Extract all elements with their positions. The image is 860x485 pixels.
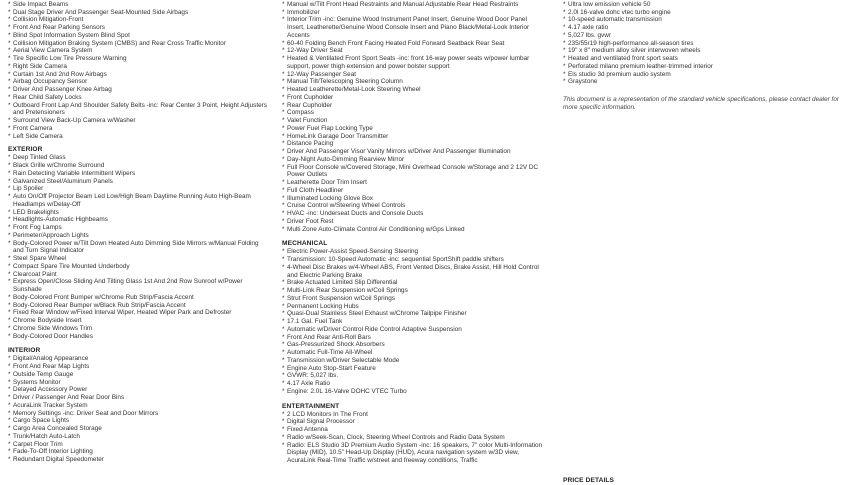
list-item: * Full Cloth Headliner [282,187,544,195]
entertainment-list [282,411,544,465]
list-item: * Rear Cupholder [282,102,544,110]
list-item: * Transmission w/Driver Selectable Mode [282,357,544,365]
list-item: * Black Grille w/Chrome Surround [8,162,270,170]
list-item: * Galvanized Steel/Aluminum Panels [8,178,270,186]
list-item: * Dual Stage Driver And Passenger Seat-Mounted Side Airbags [8,9,270,17]
list-item: * Illuminated Locking Glove Box [282,195,544,203]
list-item: * Fixed Rear Window w/Fixed Interval Wiper, Heated Wiper Park and Defroster [8,309,270,317]
list-item: * Multi-Link Rear Suspension w/Coil Springs [282,287,544,295]
list-item: * Brake Actuated Limited Slip Differential [282,279,544,287]
list-item: * Cargo Area Concealed Storage [8,425,270,433]
list-item: * Body-Colored Rear Bumper w/Black Rub Strip/Fascia Accent [8,302,270,310]
list-item: * Lip Spoiler [8,185,270,193]
list-item: * Outside Temp Gauge [8,371,270,379]
list-item: * 2 LCD Monitors In The Front [282,411,544,419]
list-item: * Manual Tilt/Telescoping Steering Column [282,78,544,86]
list-item: * 4-Wheel Disc Brakes w/4-Wheel ABS, Front Vented Discs, Brake Assist, Hill Hold Control and Electric Parking Brake [282,264,544,280]
list-item: * HomeLink Garage Door Transmitter [282,133,544,141]
list-item: * Deep Tinted Glass [8,154,270,162]
list-item: * Body-Colored Front Bumper w/Chrome Rub Strip/Fascia Accent [8,294,270,302]
list-item: * Collision Mitigation-Front [8,16,270,24]
list-item: * Blind Spot Information System Blind Spot [8,32,270,40]
list-item: * HVAC -inc: Underseat Ducts and Console Ducts [282,210,544,218]
interior-continued-list [282,0,544,233]
list-item: * Multi Zone Auto-Climate Control Air Conditioning w/Gps Linked [282,226,544,234]
list-item: * Automatic w/Driver Control Ride Control Adaptive Suspension [282,326,544,334]
list-item: * Headlights-Automatic Highbeams [8,216,270,224]
interior-heading: INTERIOR [8,347,41,355]
list-item: * Immobilizer [282,9,544,17]
list-item: * Compact Spare Tire Mounted Underbody [8,263,270,271]
list-item: * Delayed Accessory Power [8,386,270,394]
list-item: * Compass [282,109,544,117]
list-item: * 235/55r19 high-performance all-season tires [563,40,845,48]
list-item: * Memory Settings -inc: Driver Seat and Door Mirrors [8,410,270,418]
list-item: * 17.1 Gal. Fuel Tank [282,318,544,326]
list-item: * 4.17 axle ratio [563,24,845,32]
list-item: * Front And Rear Anti-Roll Bars [282,334,544,342]
interior-list [8,355,270,464]
list-item: * Front And Rear Map Lights [8,363,270,371]
exterior-heading: EXTERIOR [8,146,43,154]
column-right [563,0,845,112]
options-list [563,0,845,86]
list-item: * Engine Auto Stop-Start Feature [282,365,544,373]
list-item: * LED Brakelights [8,209,270,217]
list-item: * Fade-To-Off Interior Lighting [8,448,270,456]
list-item: * Tire Specific Low Tire Pressure Warning [8,55,270,63]
list-item: * Permanent Locking Hubs [282,303,544,311]
list-item: * 60-40 Folding Bench Front Facing Heated Fold Forward Seatback Rear Seat [282,40,544,48]
list-item: * Left Side Camera [8,133,270,141]
list-item: * Airbag Occupancy Sensor [8,78,270,86]
list-item: * Gas-Pressurized Shock Absorbers [282,341,544,349]
list-item: * Quasi-Dual Stainless Steel Exhaust w/Chrome Tailpipe Finisher [282,310,544,318]
list-item: * Els studio 3d premium audio system [563,71,845,79]
list-item: * Perforated milano premium leather-trimmed interior [563,63,845,71]
price-details-heading: PRICE DETAILS [563,477,615,484]
list-item: * 2.0l 16-valve dohc vtec turbo engine [563,9,845,17]
list-item: * 10-speed automatic transmission [563,16,845,24]
exterior-list [8,154,270,340]
list-item: * Rain Detecting Variable Intermittent Wipers [8,170,270,178]
safety-list [8,0,270,140]
list-item: * Front Camera [8,125,270,133]
list-item: * Front Fog Lamps [8,224,270,232]
list-item: * Carpet Floor Trim [8,441,270,449]
list-item: * Heated Leatherette/Metal-Look Steering Wheel [282,86,544,94]
list-item: * Outboard Front Lap And Shoulder Safety Belts -inc: Rear Center 3 Point, Height Adjusters and Pretensioners [8,102,270,118]
list-item: * Rear Child Safety Locks [8,94,270,102]
list-item: * Manual w/Tilt Front Head Restraints and Manual Adjustable Rear Head Restraints [282,1,544,9]
list-item: * Cargo Space Lights [8,417,270,425]
list-item: * Cruise Control w/Steering Wheel Controls [282,202,544,210]
list-item: * Body-Colored Power w/Tilt Down Heated Auto Dimming Side Mirrors w/Manual Folding and Turn Signal Indicator [8,240,270,256]
list-item: * 5,027 lbs. gvwr [563,32,845,40]
disclaimer-note: This document is a representation of the standard vehicle specifications, please contact dealer for more specific information. [563,96,840,111]
list-item: * Redundant Digital Speedometer [8,456,270,464]
list-item: * Radio: ELS Studio 3D Premium Audio System -inc: 16 speakers, 7" color Multi-Information Display (MID), 10.5" Head-Up Display (HUD), Acura navigation system w/3D view, AcuraLink Real-Time Traffic w/street and freeway conditions, Traffic [282,442,544,465]
list-item: * Digital/Analog Appearance [8,355,270,363]
entertainment-heading: ENTERTAINMENT [282,402,340,410]
list-item: * Automatic Full-Time All-Wheel [282,349,544,357]
list-item: * AcuraLink Tracker System [8,402,270,410]
list-item: * Valet Function [282,117,544,125]
list-item: * 12-Way Passenger Seat [282,71,544,79]
list-item: * Perimeter/Approach Lights [8,232,270,240]
list-item: * Graystone [563,78,845,86]
list-item: * Collision Mitigation Braking System (CMBS) and Rear Cross Traffic Monitor [8,40,270,48]
list-item: * Electric Power-Assist Speed-Sensing Steering [282,248,544,256]
list-item: * Front And Rear Parking Sensors [8,24,270,32]
column-middle [282,0,544,465]
list-item: * Heated and ventilated front sport seats [563,55,845,63]
list-item: * Aerial View Camera System [8,47,270,55]
list-item: * Auto On/Off Projector Beam Led Low/High Beam Daytime Running Auto High-Beam Headlamps w/Delay-Off [8,193,270,209]
list-item: * Body-Colored Door Handles [8,333,270,341]
list-item: * Systems Monitor [8,379,270,387]
list-item: * Chrome Bodyside Insert [8,317,270,325]
list-item: * Chrome Side Windows Trim [8,325,270,333]
list-item: * Driver And Passenger Knee Airbag [8,86,270,94]
mechanical-list [282,248,544,395]
list-item: * Driver / Passenger And Rear Door Bins [8,394,270,402]
list-item: * Power Fuel Flap Locking Type [282,125,544,133]
list-item: * 4.17 Axle Ratio [282,380,544,388]
list-item: * Side Impact Beams [8,1,270,9]
list-item: * Leatherette Door Trim Insert [282,179,544,187]
mechanical-heading: MECHANICAL [282,240,328,248]
list-item: * Day-Night Auto-Dimming Rearview Mirror [282,156,544,164]
list-item: * Steel Spare Wheel [8,255,270,263]
list-item: * Curtain 1st And 2nd Row Airbags [8,71,270,79]
list-item: * Radio w/Seek-Scan, Clock, Steering Wheel Controls and Radio Data System [282,434,544,442]
list-item: * Express Open/Close Sliding And Tilting Glass 1st And 2nd Row Sunroof w/Power Sunshade [8,278,270,294]
list-item: * Engine: 2.0L 16-Valve DOHC VTEC Turbo [282,388,544,396]
list-item: * Transmission: 10-Speed Automatic -inc: sequential SportShift paddle shifters [282,256,544,264]
list-item: * Interior Trim -inc: Genuine Wood Instrument Panel Insert, Genuine Wood Door Panel Insert, Leatherette/Genuine Wood Console Insert and Piano Black/Metal-Look Interior Accents [282,16,544,39]
list-item: * Driver And Passenger Visor Vanity Mirrors w/Driver And Passenger Illumination [282,148,544,156]
list-item: * Strut Front Suspension w/Coil Springs [282,295,544,303]
list-item: * Digital Signal Processor [282,418,544,426]
list-item: * Full Floor Console w/Covered Storage, Mini Overhead Console w/Storage and 2 12V DC Power Outlets [282,164,544,180]
list-item: * Right Side Camera [8,63,270,71]
list-item: * Driver Foot Rest [282,218,544,226]
list-item: * Heated & Ventilated Front Sport Seats -inc: front 16-way power seats w/power lumbar support, power thigh extension and power bolster support [282,55,544,71]
list-item: * Fixed Antenna [282,426,544,434]
list-item: * Ultra low emission vehicle 50 [563,1,845,9]
column-left [8,0,270,464]
list-item: * 19" x 8" medium alloy silver interwoven wheels [563,47,845,55]
list-item: * Front Cupholder [282,94,544,102]
list-item: * Surround View Back-Up Camera w/Washer [8,117,270,125]
list-item: * 12-Way Driver Seat [282,47,544,55]
list-item: * Trunk/Hatch Auto-Latch [8,433,270,441]
list-item: * Clearcoat Paint [8,271,270,279]
list-item: * Distance Pacing [282,140,544,148]
list-item: * GVWR: 5,027 lbs. [282,372,544,380]
